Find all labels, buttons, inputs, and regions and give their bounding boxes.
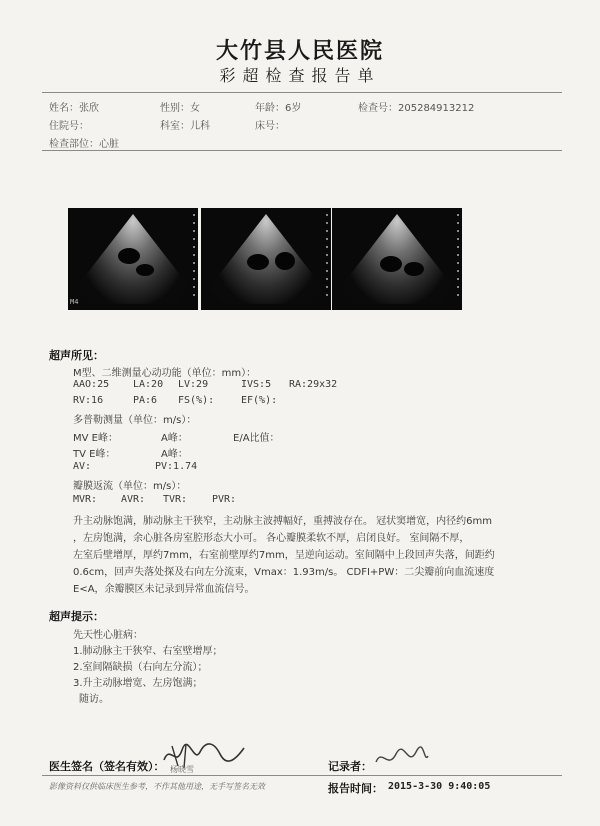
mv-ea-ratio: E/A比值： <box>233 433 280 444</box>
report-time: 2015-3-30 9:40:05 <box>388 781 491 792</box>
doctor-signature-label: 医生签名（签名有效）： <box>49 760 165 773</box>
patient-sex: 性别：女 <box>160 103 200 114</box>
conclusion-heading: 超声提示： <box>49 610 104 623</box>
av-value: AV: <box>73 461 92 472</box>
description-line: E<A，余瓣膜区未记录到异常血流信号。 <box>73 584 255 595</box>
mvr-value: MVR: <box>73 494 98 505</box>
conclusion-line: 2.室间隔缺损（右向左分流）； <box>73 662 208 673</box>
mmode-title: M型、二维测量心动功能（单位：mm）： <box>73 368 257 379</box>
patient-age: 年龄：6岁 <box>255 103 302 114</box>
conclusion-line: 先天性心脏病： <box>73 630 143 641</box>
ivs-value: IVS:5 <box>241 379 272 390</box>
report-title: 彩超检查报告单 <box>219 66 381 85</box>
exam-site: 检查部位：心脏 <box>49 139 119 150</box>
image-label: M4 <box>70 298 79 306</box>
doctor-name: 杨晓雪 <box>170 765 194 774</box>
bed-number: 床号： <box>255 121 285 132</box>
conclusion-line: 1.肺动脉主干狭窄、右室壁增厚； <box>73 646 223 657</box>
inpatient-number: 住院号： <box>49 121 89 132</box>
ultrasound-image-3 <box>332 208 462 310</box>
regurg-title: 瓣膜返流（单位：m/s）： <box>73 481 187 492</box>
disclaimer: 影像资料仅供临床医生参考，不作其他用途，无手写签名无效 <box>49 782 265 791</box>
patient-name: 姓名：张欣 <box>49 103 99 114</box>
tvr-value: TVR: <box>163 494 188 505</box>
report-time-label: 报告时间： <box>328 782 383 795</box>
conclusion-line: 3.升主动脉增宽、左房饱满； <box>73 678 203 689</box>
divider <box>42 92 562 93</box>
description-line: 升主动脉饱满，肺动脉主干狭窄，主动脉主波搏幅好，重搏波存在。 冠状窦增宽，内径约6mm <box>73 516 493 527</box>
ef-value: EF(%): <box>241 395 278 406</box>
pa-value: PA:6 <box>133 395 158 406</box>
lv-value: LV:29 <box>178 379 209 390</box>
findings-heading: 超声所见： <box>49 349 104 362</box>
department: 科室：儿科 <box>160 121 210 132</box>
hospital-name: 大竹县人民医院 <box>215 38 384 64</box>
tv-a-peak: A峰： <box>161 449 188 460</box>
description-line: ，左房饱满，余心脏各房室腔形态大小可。 各心瓣膜柔软不厚，启闭良好。 室间隔不厚， <box>73 533 470 544</box>
tv-e-peak: TV E峰： <box>73 449 116 460</box>
la-value: LA:20 <box>133 379 164 390</box>
fs-value: FS(%): <box>178 395 215 406</box>
description-line: 0.6cm，回声失落处探及右向左分流束，Vmax：1.93m/s。 CDFI+PW：二尖瓣前向血流速度 <box>73 567 495 578</box>
ultrasound-image-2 <box>201 208 331 310</box>
avr-value: AVR: <box>121 494 146 505</box>
recorder-signature <box>372 744 432 772</box>
pv-value: PV:1.74 <box>155 461 198 472</box>
rv-value: RV:16 <box>73 395 104 406</box>
ra-value: RA:29x32 <box>289 379 338 390</box>
mv-e-peak: MV E峰： <box>73 433 118 444</box>
exam-number: 检查号：205284913212 <box>358 103 475 114</box>
recorder-label: 记录者： <box>328 760 372 773</box>
ultrasound-image-1 <box>68 208 198 310</box>
conclusion-line: 随访。 <box>79 694 109 705</box>
doppler-title: 多普勒测量（单位：m/s）： <box>73 415 197 426</box>
divider <box>42 775 562 776</box>
aao-value: AAO:25 <box>73 379 110 390</box>
divider <box>42 150 562 151</box>
mv-a-peak: A峰： <box>161 433 188 444</box>
description-line: 左室后壁增厚，厚约7mm，右室前壁厚约7mm，呈逆向运动。室间隔中上段回声失落，间距约 <box>73 550 495 561</box>
pvr-value: PVR: <box>212 494 237 505</box>
